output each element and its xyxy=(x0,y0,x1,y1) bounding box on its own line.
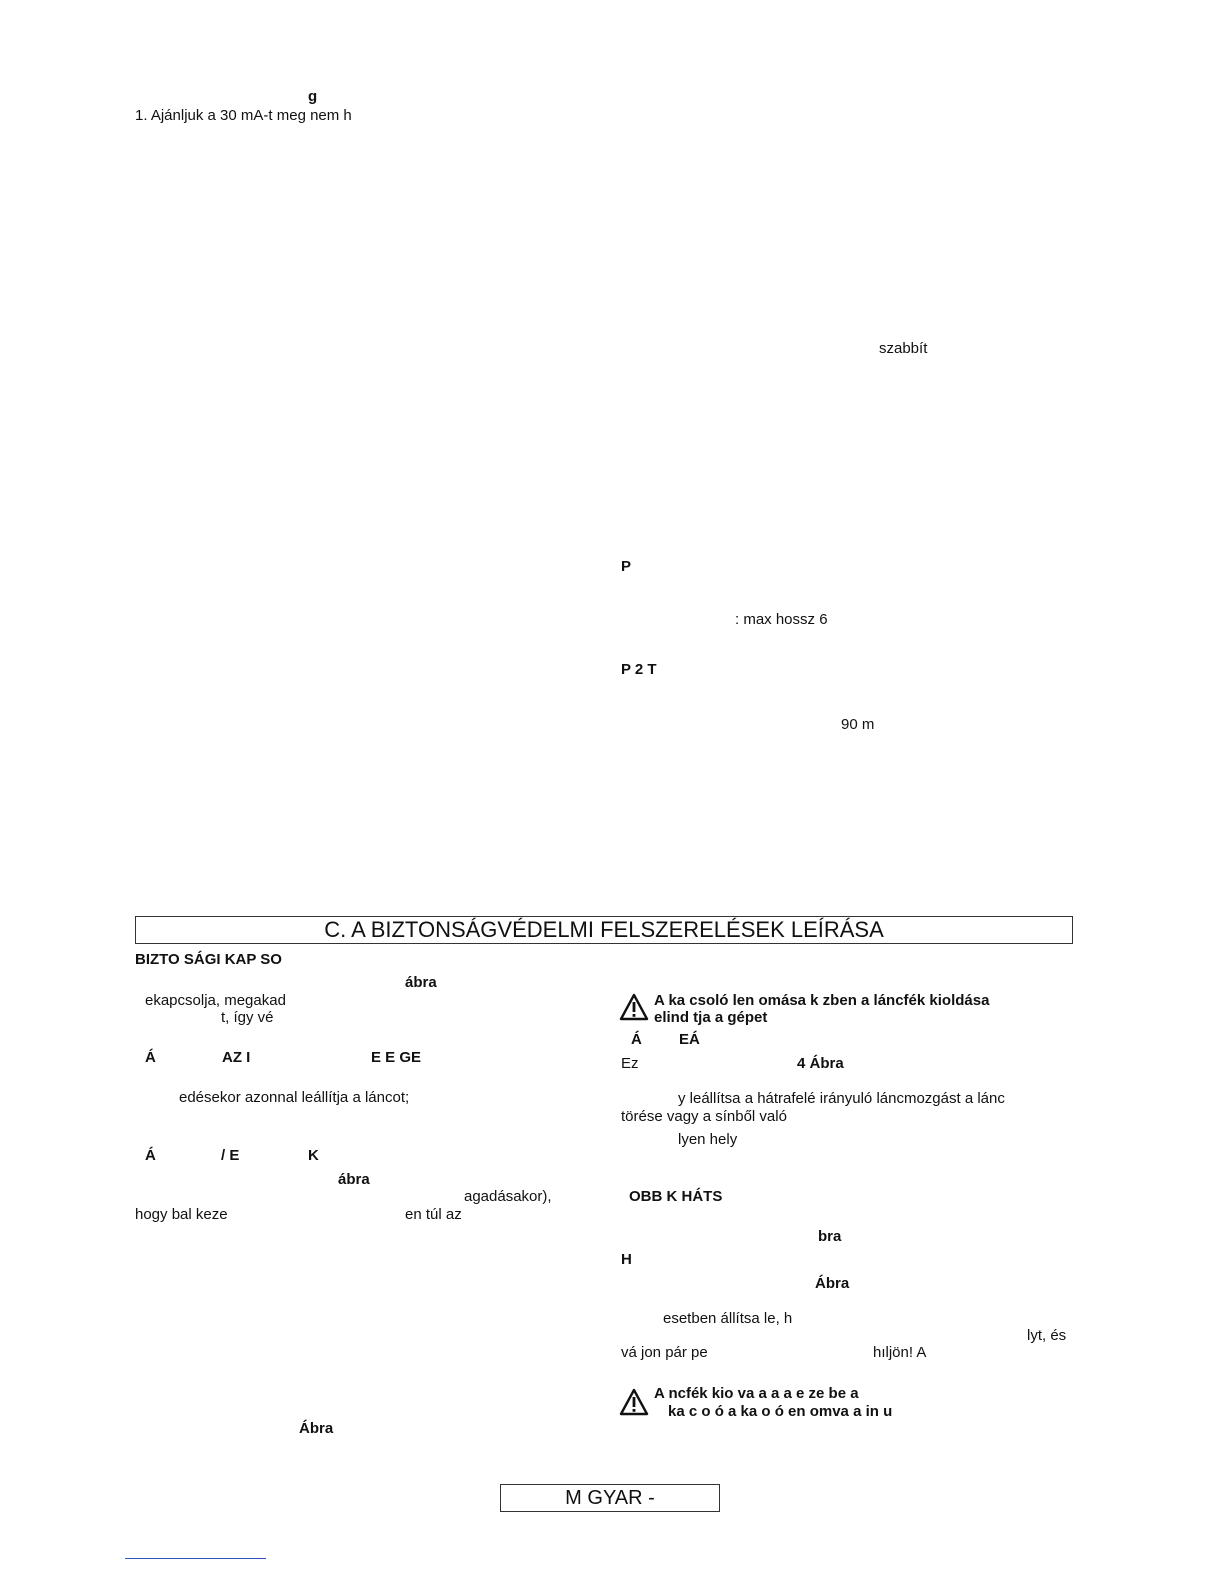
right-figure-ref-bra: bra xyxy=(818,1228,842,1245)
right-warning-2-line-1: A ncfék kio va a a a e ze be a xyxy=(654,1385,859,1402)
right-heading-2: OBB K HÁTS xyxy=(629,1188,723,1205)
left-text-line-5b: en túl az xyxy=(405,1206,462,1223)
warning-triangle-icon xyxy=(619,993,649,1021)
left-text-line-5a: hogy bal keze xyxy=(135,1206,228,1223)
left-text-line-2: t, így vé xyxy=(221,1009,274,1026)
top-fragment-g: g xyxy=(308,88,318,105)
right-figure-ref-4: 4 Ábra xyxy=(797,1055,844,1072)
right-text-line-3: lyen hely xyxy=(678,1131,738,1148)
section-heading-box xyxy=(135,916,1073,944)
footer-language-box xyxy=(500,1484,720,1512)
footer-divider xyxy=(125,1558,266,1559)
left-heading-3c: K xyxy=(308,1147,319,1164)
right-heading-1a: Á xyxy=(631,1031,642,1048)
left-text-line-1: ekapcsolja, megakad xyxy=(145,992,286,1009)
right-text-line-4: esetben állítsa le, h xyxy=(663,1310,793,1327)
right-heading-h: H xyxy=(621,1251,632,1268)
left-figure-ref-2: ábra xyxy=(338,1171,370,1188)
right-text-line-6b: hıljön! A xyxy=(873,1344,927,1361)
left-heading-2b: AZ I xyxy=(222,1049,251,1066)
right-warning-1-line-2: elind tja a gépet xyxy=(654,1009,768,1026)
footer-language-label: M GYAR - xyxy=(565,1487,655,1509)
left-figure-ref-1: ábra xyxy=(405,974,437,991)
top-fragment-p2t: P 2 T xyxy=(621,661,657,678)
right-text-line-1: y leállítsa a hátrafelé irányuló láncmozgást a lánc xyxy=(678,1090,1005,1107)
left-heading-3a: Á xyxy=(145,1147,156,1164)
left-heading-2a: Á xyxy=(145,1049,156,1066)
top-fragment-szabbit: szabbít xyxy=(879,340,928,357)
top-list-item-1: 1. Ajánljuk a 30 mA-t meg nem h xyxy=(135,107,352,124)
right-warning-2-line-2: ka c o ó a ka o ó en omva a in u xyxy=(668,1403,893,1420)
right-text-line-2: törése vagy a sínből való xyxy=(621,1108,787,1125)
left-text-line-4: agadásakor), xyxy=(464,1188,552,1205)
top-fragment-p: P xyxy=(621,558,632,575)
right-text-ez: Ez xyxy=(621,1055,639,1072)
left-text-line-3: edésekor azonnal leállítja a láncot; xyxy=(179,1089,410,1106)
left-heading-2c: E E GE xyxy=(371,1049,422,1066)
right-warning-1-line-1: A ka csoló len omása k zben a láncfék kioldása xyxy=(654,992,990,1009)
right-text-line-5: lyt, és xyxy=(1027,1327,1067,1344)
top-fragment-90m: 90 m xyxy=(841,716,875,733)
right-figure-ref-5: Ábra xyxy=(815,1275,850,1292)
warning-triangle-icon-2 xyxy=(619,1388,649,1416)
section-heading: C. A BIZTONSÁGVÉDELMI FELSZERELÉSEK LEÍRÁSA xyxy=(324,917,884,942)
top-fragment-maxhossz: : max hossz 6 xyxy=(735,611,828,628)
left-figure-ref-3: Ábra xyxy=(299,1420,334,1437)
left-heading-3b: / E xyxy=(221,1147,240,1164)
right-heading-1b: EÁ xyxy=(679,1031,700,1048)
right-text-line-6a: vá jon pár pe xyxy=(621,1344,708,1361)
left-heading-safety-switch: BIZTO SÁGI KAP SO xyxy=(135,951,282,968)
